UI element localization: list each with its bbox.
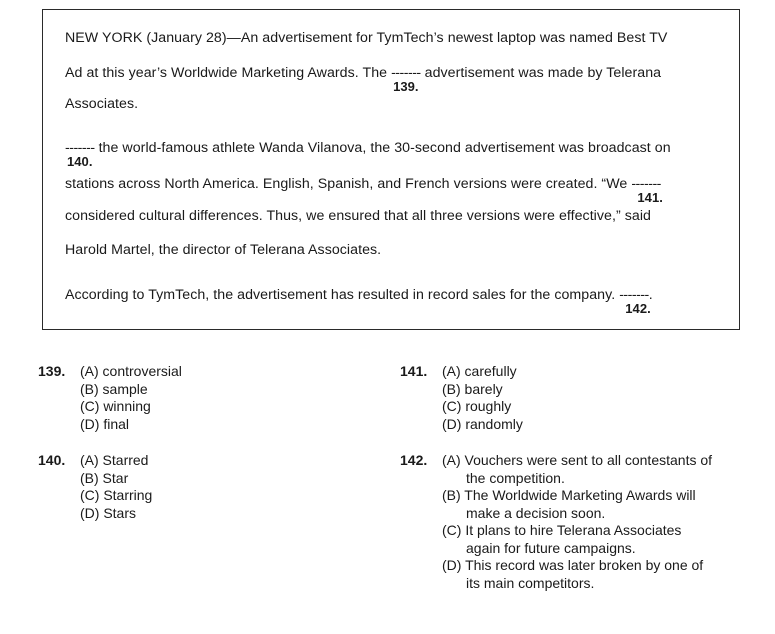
option-d-continued: its main competitors. — [466, 574, 595, 591]
option-list — [442, 363, 523, 433]
passage-box — [42, 9, 740, 330]
option-b-text: (B) The Worldwide Marketing Awards will — [442, 487, 696, 503]
passage-text: the world-famous athlete Wanda Vilanova, the 30-second advertisement was broadcast on — [94, 140, 671, 156]
passage-text: advertisement was made by Telerana — [420, 65, 662, 81]
option-c[interactable]: (C) Starring — [80, 487, 153, 503]
option-d[interactable] — [442, 557, 712, 592]
option-d[interactable]: (D) final — [80, 415, 130, 432]
question-number: 140. — [38, 452, 66, 468]
option-list — [442, 452, 712, 592]
passage-line-2 — [65, 65, 662, 94]
option-a[interactable] — [442, 452, 712, 487]
blank-139 — [391, 65, 421, 94]
blank-142 — [619, 287, 651, 316]
passage-line-3: Associates. — [65, 96, 139, 112]
blank-number-140: 140. — [67, 154, 93, 169]
option-b-continued: make a decision soon. — [466, 504, 606, 521]
passage-text: . — [648, 287, 653, 303]
passage-line-8 — [65, 287, 653, 316]
passage-text: Ad at this year’s Worldwide Marketing Awards. The — [65, 65, 392, 81]
blank-number-141: 141. — [637, 190, 663, 205]
passage-line-5 — [65, 176, 663, 205]
option-b[interactable] — [442, 487, 712, 522]
option-d[interactable]: (D) randomly — [442, 415, 523, 432]
blank-number-139: 139. — [393, 79, 419, 94]
passage-line-6: considered cultural differences. Thus, we ensured that all three versions were effective,” said — [65, 208, 651, 224]
option-a-text: (A) Vouchers were sent to all contestants of — [442, 452, 713, 468]
option-c-continued: again for future campaigns. — [466, 539, 636, 556]
option-a[interactable]: (A) carefully — [442, 363, 517, 379]
option-a[interactable]: (A) Starred — [80, 452, 149, 468]
question-number: 142. — [400, 452, 428, 468]
blank-dashes: ------- — [65, 140, 95, 156]
option-b[interactable]: (B) sample — [80, 380, 148, 397]
passage-text: stations across North America. English, Spanish, and French versions were created. “We — [65, 176, 632, 192]
passage-line-1: NEW YORK (January 28)—An advertisement for TymTech’s newest laptop was named Best TV — [65, 30, 668, 46]
question-number: 141. — [400, 363, 428, 379]
passage-line-4 — [65, 140, 671, 169]
option-c[interactable] — [442, 522, 712, 557]
question-number: 139. — [38, 363, 66, 379]
option-c[interactable]: (C) roughly — [442, 398, 512, 414]
option-b[interactable]: (B) barely — [442, 380, 503, 397]
blank-dashes: ------- — [619, 287, 649, 303]
option-list — [80, 452, 152, 522]
option-list — [80, 363, 182, 433]
option-b[interactable]: (B) Star — [80, 469, 129, 486]
option-c[interactable]: (C) winning — [80, 398, 151, 414]
option-d-text: (D) This record was later broken by one of — [442, 557, 704, 573]
blank-dashes: ------- — [391, 65, 421, 81]
blank-140 — [65, 140, 95, 169]
blank-141 — [631, 176, 663, 205]
option-c-text: (C) It plans to hire Telerana Associates — [442, 522, 682, 538]
option-a-continued: the competition. — [466, 469, 565, 486]
option-d[interactable]: (D) Stars — [80, 504, 136, 521]
passage-text: According to TymTech, the advertisement has resulted in record sales for the company. — [65, 287, 620, 303]
passage-line-7: Harold Martel, the director of Telerana Associates. — [65, 242, 382, 258]
blank-number-142: 142. — [625, 301, 651, 316]
blank-dashes: ------- — [631, 176, 661, 192]
option-a[interactable]: (A) controversial — [80, 363, 182, 379]
